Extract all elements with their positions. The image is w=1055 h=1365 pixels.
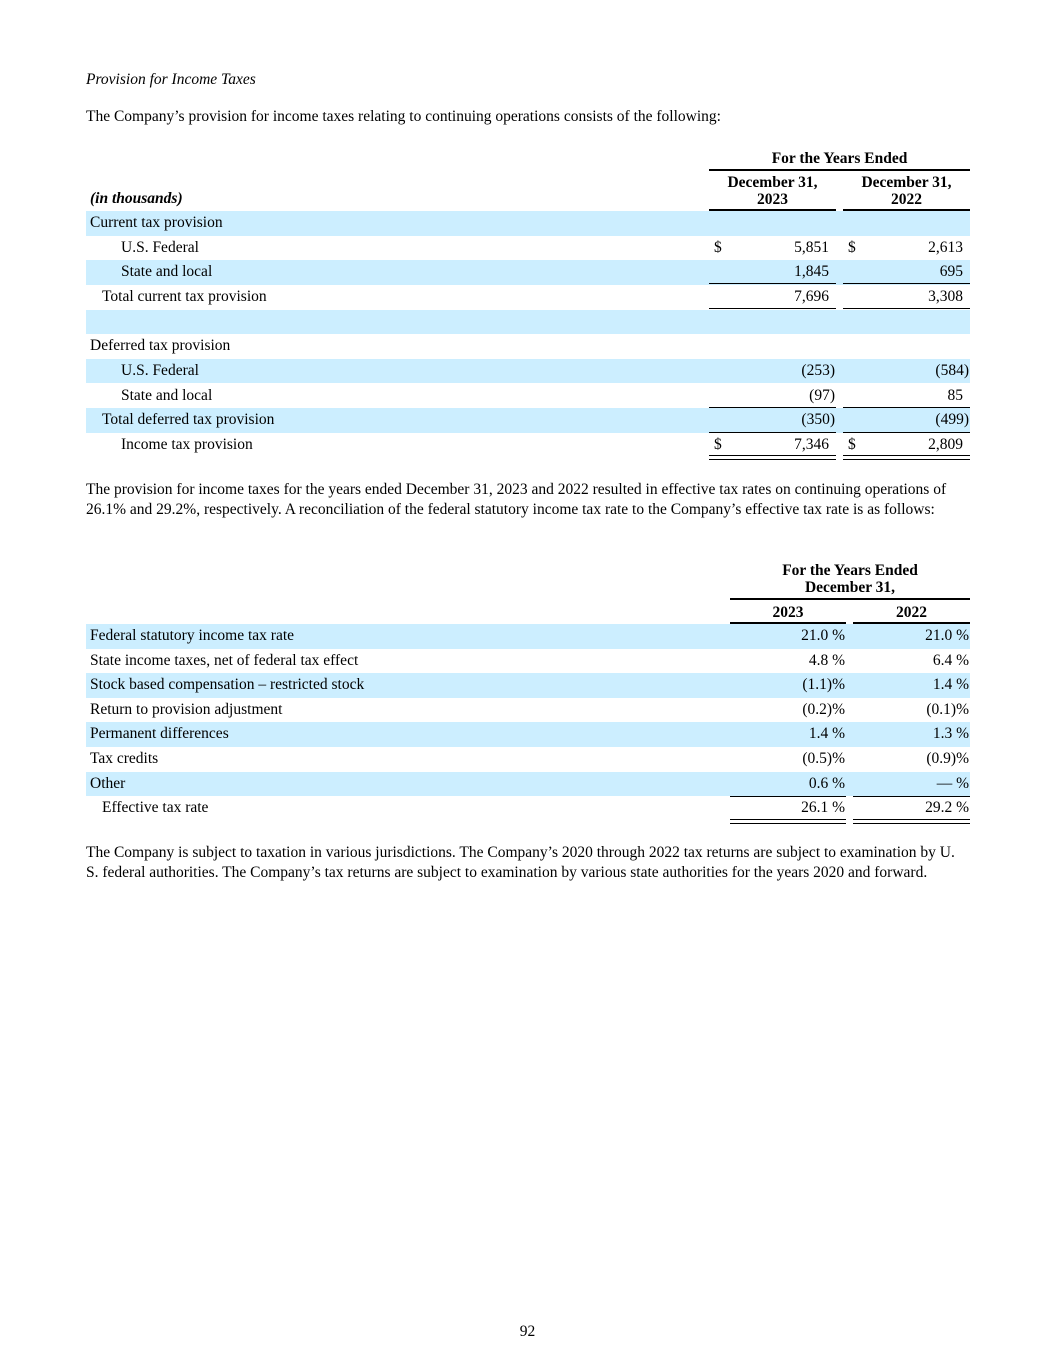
table-row	[86, 722, 970, 747]
row-label: Other	[90, 774, 126, 792]
double-rule	[843, 455, 970, 460]
dollar-sign: $	[714, 435, 722, 453]
column-rule	[843, 432, 970, 433]
value: 29.2 %	[925, 799, 969, 817]
value-cell-2023	[709, 310, 836, 335]
jurisdiction-paragraph: The Company is subject to taxation in various jurisdictions. The Company’s 2020 through 2022 tax returns are subject to examination by U. S. federal authorities. The Company’s tax returns are subject to examination by various state authorities for the years 2020 and forward.	[86, 844, 955, 881]
row-label: State and local	[121, 386, 213, 404]
value-cell-2023	[730, 796, 846, 821]
value-cell-2022	[843, 285, 970, 310]
value-cell-2023	[730, 722, 846, 747]
value: — %	[936, 774, 969, 792]
double-rule	[730, 819, 846, 824]
table-row	[86, 236, 970, 261]
value-cell-2022	[843, 408, 970, 433]
column-rule	[709, 283, 836, 284]
column-rule	[843, 308, 970, 309]
value: (499)	[935, 411, 969, 429]
table-row	[86, 310, 970, 335]
column-rule	[843, 407, 970, 408]
header-rule	[730, 598, 970, 600]
value-cell-2022	[853, 673, 970, 698]
dollar-sign: $	[848, 435, 856, 453]
value: 2,809	[928, 435, 963, 453]
row-label: State and local	[121, 263, 213, 281]
value-cell-2023	[709, 260, 836, 285]
group-header-line: December 31,	[804, 579, 896, 596]
value: 21.0 %	[925, 627, 969, 644]
value: (97)	[809, 386, 835, 404]
value: 85	[947, 386, 963, 404]
value-cell-2023	[709, 359, 836, 384]
value: (584)	[935, 361, 969, 379]
value-cell-2023	[730, 673, 846, 698]
value-cell-2023	[709, 285, 836, 310]
value-cell-2022	[843, 310, 970, 335]
table-row	[86, 359, 970, 384]
row-label: Current tax provision	[90, 214, 223, 231]
value: (0.9)%	[926, 750, 969, 767]
row-label: Federal statutory income tax rate	[90, 627, 295, 644]
unit-label: (in thousands)	[90, 190, 183, 207]
dollar-sign: $	[714, 238, 722, 256]
table-row	[86, 433, 970, 458]
double-rule	[853, 819, 970, 824]
row-label: Deferred tax provision	[90, 337, 231, 355]
value-cell-2023	[709, 334, 836, 359]
intro-paragraph: The Company’s provision for income taxes relating to continuing operations consists of the following:	[86, 108, 721, 125]
value: 1.4 %	[808, 725, 845, 743]
value-cell-2023	[709, 384, 836, 409]
value-cell-2022	[853, 649, 970, 674]
value: 7,346	[794, 435, 829, 453]
table-row	[86, 772, 970, 797]
row-label: Return to provision adjustment	[90, 700, 283, 718]
value-cell-2022	[853, 698, 970, 723]
col-header-2022	[843, 174, 970, 208]
value: 1,845	[794, 263, 829, 281]
col-header-2023	[709, 174, 836, 208]
row-label: U.S. Federal	[121, 361, 199, 379]
column-rule	[853, 796, 970, 797]
value-cell-2022	[853, 624, 970, 649]
value-cell-2023	[709, 433, 836, 458]
col-header-2023: 2023	[772, 604, 804, 621]
col-header-line: 2023	[757, 191, 788, 208]
row-label: Stock based compensation – restricted stock	[90, 676, 365, 694]
table-row	[86, 384, 970, 409]
value-cell-2023	[709, 408, 836, 433]
column-rule	[709, 407, 836, 408]
value: 5,851	[794, 238, 829, 256]
column-rule	[730, 796, 846, 797]
header-rule	[709, 169, 970, 171]
col-header-line: December 31,	[861, 174, 952, 191]
col-header-line: 2022	[891, 191, 922, 208]
group-header: For the Years Ended	[771, 150, 908, 167]
value: (1.1)%	[802, 676, 845, 694]
row-label: Permanent differences	[90, 725, 229, 743]
value: 2,613	[928, 238, 963, 256]
value-cell-2023	[730, 624, 846, 649]
rate-paragraph: The provision for income taxes for the years ended December 31, 2023 and 2022 resulted in effective tax rates on continuing operations of 26.1% and 29.2%, respectively. A reconciliation of the federal statutory income tax rate to the Company’s effective tax rate is as follows:	[86, 481, 947, 518]
value: (0.5)%	[802, 750, 845, 767]
value-cell-2022	[843, 359, 970, 384]
value-cell-2023	[730, 772, 846, 797]
table-row	[86, 796, 970, 821]
value-cell-2022	[853, 796, 970, 821]
value: 6.4 %	[932, 651, 969, 669]
value: 0.6 %	[808, 774, 845, 792]
value-cell-2023	[709, 211, 836, 236]
table-row	[86, 747, 970, 772]
col-header-2022: 2022	[896, 604, 927, 621]
section-heading: Provision for Income Taxes	[86, 71, 256, 88]
table-row	[86, 408, 970, 433]
value: 1.4 %	[932, 676, 969, 694]
table-row	[86, 285, 970, 310]
row-label: State income taxes, net of federal tax effect	[90, 651, 359, 669]
row-label: Income tax provision	[121, 435, 253, 453]
value-cell-2023	[730, 747, 846, 772]
value: (0.1)%	[926, 700, 969, 718]
table-row	[86, 698, 970, 723]
value: 26.1 %	[801, 799, 845, 817]
value: 3,308	[928, 287, 963, 305]
value-cell-2022	[843, 260, 970, 285]
value-cell-2022	[853, 722, 970, 747]
value: 4.8 %	[808, 651, 845, 669]
value-cell-2022	[843, 433, 970, 458]
value-cell-2023	[730, 649, 846, 674]
row-label: U.S. Federal	[121, 238, 199, 256]
column-rule	[843, 283, 970, 284]
value: (0.2)%	[802, 700, 845, 718]
table-row	[86, 624, 970, 649]
table-row	[86, 260, 970, 285]
column-rule	[709, 432, 836, 433]
group-header-line: For the Years Ended	[782, 562, 918, 579]
table-row	[86, 334, 970, 359]
value-cell-2022	[843, 334, 970, 359]
value: 1.3 %	[932, 725, 969, 743]
value-cell-2022	[853, 747, 970, 772]
table-row	[86, 673, 970, 698]
group-header	[730, 562, 970, 596]
table-row	[86, 211, 970, 236]
row-label: Tax credits	[90, 750, 159, 767]
value: (350)	[801, 411, 835, 429]
dollar-sign: $	[848, 238, 856, 256]
col-header-line: December 31,	[727, 174, 818, 191]
value: (253)	[801, 361, 835, 379]
value-cell-2022	[843, 236, 970, 261]
value-cell-2023	[709, 236, 836, 261]
row-label: Total deferred tax provision	[102, 411, 275, 429]
value: 695	[939, 263, 963, 281]
value-cell-2022	[843, 384, 970, 409]
page-number: 92	[519, 1323, 536, 1340]
table-row	[86, 649, 970, 674]
double-rule	[709, 455, 836, 460]
column-rule	[709, 308, 836, 309]
row-label: Effective tax rate	[102, 799, 209, 817]
value-cell-2022	[843, 211, 970, 236]
value: 7,696	[794, 287, 829, 305]
value-cell-2022	[853, 772, 970, 797]
row-label: Total current tax provision	[102, 287, 267, 305]
value-cell-2023	[730, 698, 846, 723]
value: 21.0 %	[801, 627, 845, 644]
